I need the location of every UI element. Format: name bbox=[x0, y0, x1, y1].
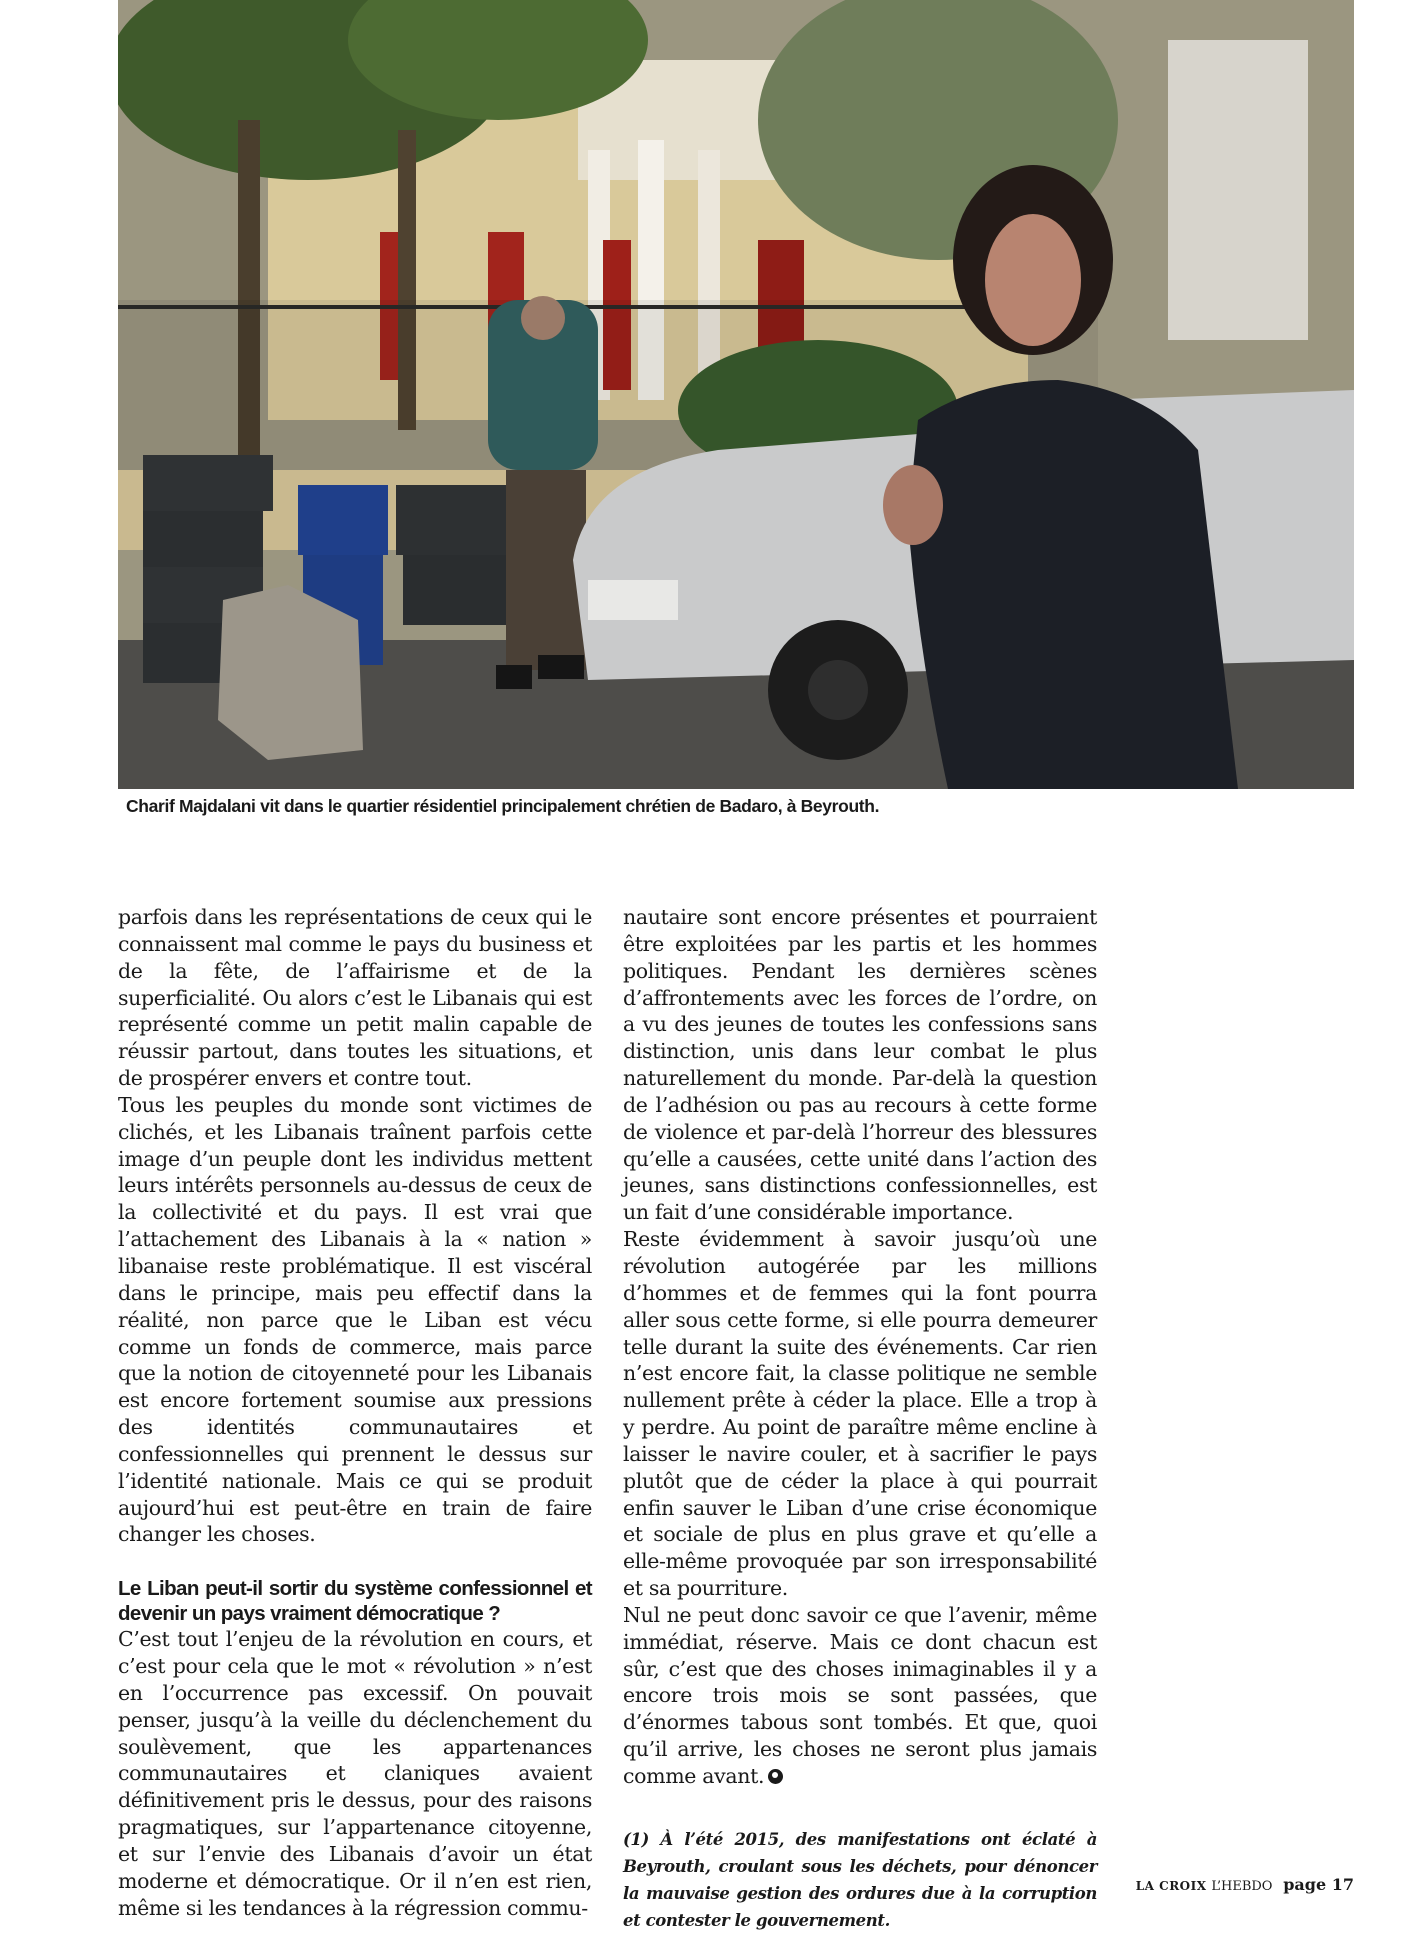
paragraph: Reste évidemment à savoir jusqu’où une révolution autogérée par les millions d’hommes et de femmes qui la font pourra aller sous cette forme, si elle pourra demeurer telle durant la suite des événements. Car rien n’est encore fait, la classe politique ne semble nullement prête à céder la place. Elle a trop à y perdre. Au point de paraître même encline à laisser le navire couler, et à sacrifier le pays plutôt que de céder la place à qui pourrait enfin sauver le Liban d’une crise économique et sociale de plus en plus grave et qu’elle a elle-même provoquée par son irresponsabilité et sa pourriture. bbox=[623, 1227, 1097, 1601]
paragraph-final bbox=[623, 1602, 1097, 1790]
page-number: page 17 bbox=[1283, 1875, 1354, 1894]
paragraph: parfois dans les représentations de ceux qui le connaissent mal comme le pays du business et de la fête, de l’affairisme et de la superficialité. Ou alors c’est le Libanais qui est représenté comme un petit malin capable de réussir partout, dans toutes les situations, et de prospérer envers et contre tout. bbox=[118, 905, 592, 1091]
paragraph-text: Nul ne peut donc savoir ce que l’avenir, même immédiat, réserve. Mais ce dont chacun est sûr, c’est que des choses inimaginables il y a encore trois mois se sont passées, que d’énormes tabous sont tombés. Et que, quoi qu’il arrive, les choses ne seront plus jamais comme avant. bbox=[623, 1602, 1097, 1788]
paragraph: C’est tout l’enjeu de la révolution en cours, et c’est pour cela que le mot « révolution » n’est en l’occurrence pas excessif. On pouvait penser, jusqu’à la veille du déclenchement du soulèvement, que les appartenances communautaires et claniques avaient définitivement pris le dessus, pour des raisons pragmatiques, sur l’appartenance citoyenne, et sur l’envie des Libanais d’avoir un état moderne et démocratique. Or il n’en est rien, même si les tendances à la régression commu- bbox=[118, 1627, 592, 1920]
brand-subtitle: L’HEBDO bbox=[1211, 1879, 1273, 1894]
paragraph: nautaire sont encore présentes et pourraient être exploitées par les partis et les hommes politiques. Pendant les dernières scènes d’affrontements avec les forces de l’ordre, on a vu des jeunes de toutes les confessions sans distinction, unis dans leur combat le plus naturellement du monde. Par-delà la question de l’adhésion ou pas au recours à cette forme de violence et par-delà l’horreur des blessures qu’elle a causées, cette unité dans l’action des jeunes, sans distinctions confessionnelles, est un fait d’une considérable importance. bbox=[623, 905, 1097, 1225]
footnote: (1) À l’été 2015, des manifestations ont éclaté à Beyrouth, croulant sous les déchets, pour dénoncer la mauvaise gestion des ordures due à la corruption et contester le gouvernement. bbox=[623, 1829, 1097, 1930]
photo-caption: Charif Majdalani vit dans le quartier résidentiel principalement chrétien de Badaro, à Beyrouth. bbox=[126, 796, 880, 816]
end-of-article-icon bbox=[768, 1769, 783, 1784]
page-footer bbox=[1136, 1875, 1354, 1894]
paragraph: Tous les peuples du monde sont victimes de clichés, et les Libanais traînent parfois cette image d’un peuple dont les individus mettent leurs intérêts personnels au-dessus de ceux de la collectivité et du pays. Il est vrai que l’attachement des Libanais à la « nation » libanaise reste problématique. Il est viscéral dans le principe, mais peu effectif dans la réalité, non parce que le Liban est vécu comme un fonds de commerce, mais parce que la notion de citoyenneté pour les Libanais est encore fortement soumise aux pressions des identités communautaires et confessionnelles qui prennent le dessus sur l’identité nationale. Mais ce qui se produit aujourd’hui est peut-être en train de faire changer les choses. bbox=[118, 1092, 592, 1547]
article-column-right bbox=[623, 904, 1097, 1934]
street-scene-illustration bbox=[118, 0, 1354, 789]
article-photo bbox=[118, 0, 1354, 789]
brand-name: LA CROIX bbox=[1135, 1879, 1207, 1893]
interview-question: Le Liban peut-il sortir du système confessionnel et devenir un pays vraiment démocratique ? bbox=[118, 1577, 592, 1626]
article-column-left bbox=[118, 904, 592, 1922]
